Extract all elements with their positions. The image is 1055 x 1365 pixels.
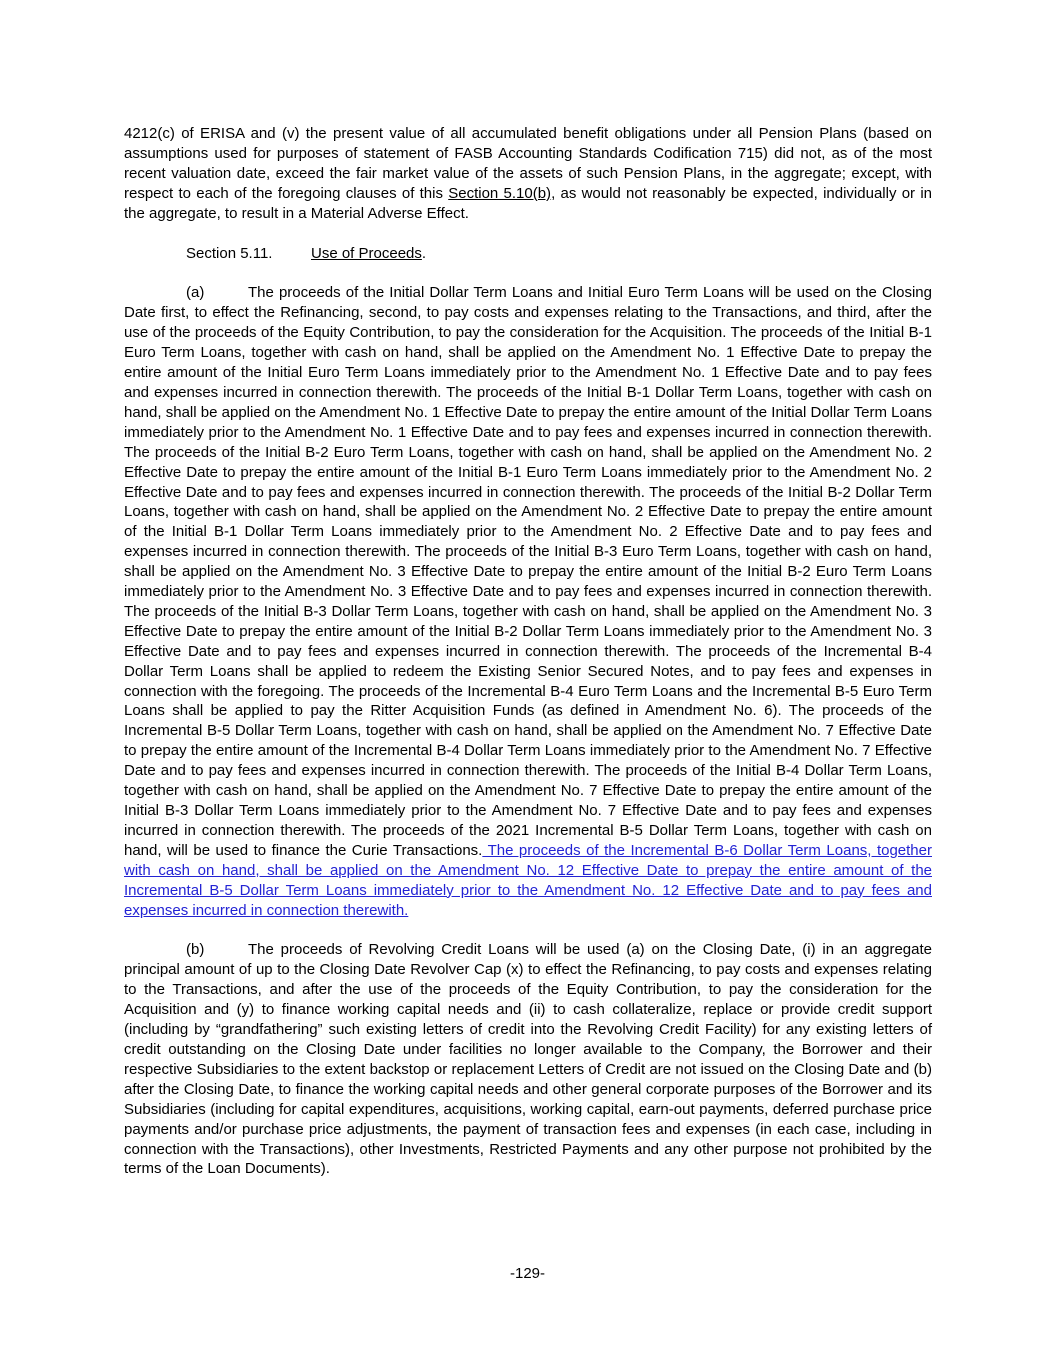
- page-number: -129-: [509, 1265, 546, 1282]
- paragraph-a-label: (a): [186, 284, 205, 302]
- section-heading: [124, 244, 932, 264]
- intro-text-after: , as would not reasonably be expected, individually or in the aggregate, to result in a Material Adverse Effect.: [124, 184, 932, 222]
- paragraph-b-label: (b): [186, 941, 205, 959]
- section-number: Section 5.11.: [186, 244, 273, 262]
- paragraph-b: [124, 940, 932, 1179]
- paragraph-a-inserted-text: The proceeds of the Incremental B-6 Dollar Term Loans, together with cash on hand, shall be applied on the Amendment No. 12 Effective Date to prepay the entire amount of the Incremental B-5 Dollar Term Loans immediately prior to the Amendment No. 12 Effective Date and to pay fees and expenses incurred in connection therewith.: [124, 841, 932, 919]
- intro-paragraph: [124, 124, 932, 224]
- paragraph-b-text: The proceeds of Revolving Credit Loans will be used (a) on the Closing Date, (i) in an aggregate principal amount of up to the Closing Date Revolver Cap (x) to effect the Refinancing, to pay costs and expenses relating to the Transactions, and after the use of the proceeds of the Equity Contribution, to pay the consideration for the Acquisition and (y) to finance working capital needs and (ii) to cash collateralize, replace or provide credit support (including by “grandfathering” such existing letters of credit into the Revolving Credit Facility) for any existing letters of credit outstanding on the Closing Date under facilities no longer available to the Company, the Borrower and their respective Subsidiaries to the extent backstop or replacement Letters of Credit are not issued on the Closing Date and (b) after the Closing Date, to finance the working capital needs and other general corporate purposes of the Borrower and its Subsidiaries (including for capital expenditures, acquisitions, working capital, earn-out payments, deferred purchase price payments and/or purchase price adjustments, the payment of transaction fees and expenses (in each case, including in connection with the Transactions), other Investments, Restricted Payments and any other purpose not prohibited by the terms of the Loan Documents).: [124, 941, 932, 1178]
- intro-text-before: 4212(c) of ERISA and (v) the present value of all accumulated benefit obligations under all Pension Plans (based on assumptions used for purposes of statement of FASB Accounting Standards Codification 715) did not, as of the most recent valuation date, exceed the fair market value of the assets of such Pension Plans, in the aggregate; except, with respect to each of the foregoing clauses of this: [124, 125, 932, 202]
- paragraph-a: [124, 283, 932, 920]
- paragraph-a-text: The proceeds of the Initial Dollar Term Loans and Initial Euro Term Loans will be used on the Closing Date first, to effect the Refinancing, second, to pay costs and expenses relating to the Transactions, and third, after the use of the proceeds of the Equity Contribution, to pay the consideration for the Acquisition. The proceeds of the Initial B-1 Euro Term Loans, together with cash on hand, shall be applied on the Amendment No. 1 Effective Date to prepay the entire amount of the Initial Euro Term Loans immediately prior to the Amendment No. 1 Effective Date and to pay fees and expenses incurred in connection therewith. The proceeds of the Initial B-1 Dollar Term Loans, together with cash on hand, shall be applied on the Amendment No. 1 Effective Date to prepay the entire amount of the Initial Dollar Term Loans immediately prior to the Amendment No. 1 Effective Date and to pay fees and expenses incurred in connection therewith. The proceeds of the Initial B-2 Euro Term Loans, together with cash on hand, shall be applied on the Amendment No. 2 Effective Date to prepay the entire amount of the Initial B-1 Euro Term Loans immediately prior to the Amendment No. 2 Effective Date and to pay fees and expenses incurred in connection therewith. The proceeds of the Initial B-2 Dollar Term Loans, together with cash on hand, shall be applied on the Amendment No. 2 Effective Date to prepay the entire amount of the Initial B-1 Dollar Term Loans immediately prior to the Amendment No. 2 Effective Date and to pay fees and expenses incurred in connection therewith. The proceeds of the Initial B-3 Euro Term Loans, together with cash on hand, shall be applied on the Amendment No. 3 Effective Date to prepay the entire amount of the Initial B-2 Euro Term Loans immediately prior to the Amendment No. 3 Effective Date and to pay fees and expenses incurred in connection therewith. The proceeds of the Initial B-3 Dollar Term Loans, together with cash on hand, shall be applied on the Amendment No. 3 Effective Date to prepay the entire amount of the Initial B-2 Dollar Term Loans immediately prior to the Amendment No. 3 Effective Date and to pay fees and expenses incurred in connection therewith. The proceeds of the Incremental B-4 Dollar Term Loans shall be applied to redeem the Existing Senior Secured Notes, and to pay fees and expenses in connection with the foregoing. The proceeds of the Incremental B-4 Euro Term Loans and the Incremental B-5 Euro Term Loans shall be applied to pay the Ritter Acquisition Funds (as defined in Amendment No. 6). The proceeds of the Incremental B-5 Dollar Term Loans, together with cash on hand, shall be applied on the Amendment No. 7 Effective Date to prepay the entire amount of the Incremental B-4 Dollar Term Loans immediately prior to the Amendment No. 7 Effective Date and to pay fees and expenses incurred in connection therewith. The proceeds of the Initial B-4 Dollar Term Loans, together with cash on hand, shall be applied on the Amendment No. 7 Effective Date to prepay the entire amount of the Initial B-3 Dollar Term Loans immediately prior to the Amendment No. 7 Effective Date and to pay fees and expenses incurred in connection therewith. The proceeds of the 2021 Incremental B-5 Dollar Term Loans, together with cash on hand, will be used to finance the Curie Transactions.: [124, 284, 932, 859]
- section-title: Use of Proceeds: [311, 244, 422, 262]
- section-title-punct: .: [421, 244, 427, 262]
- section-reference-link[interactable]: Section 5.10(b): [448, 184, 552, 202]
- document-page: [124, 124, 932, 1199]
